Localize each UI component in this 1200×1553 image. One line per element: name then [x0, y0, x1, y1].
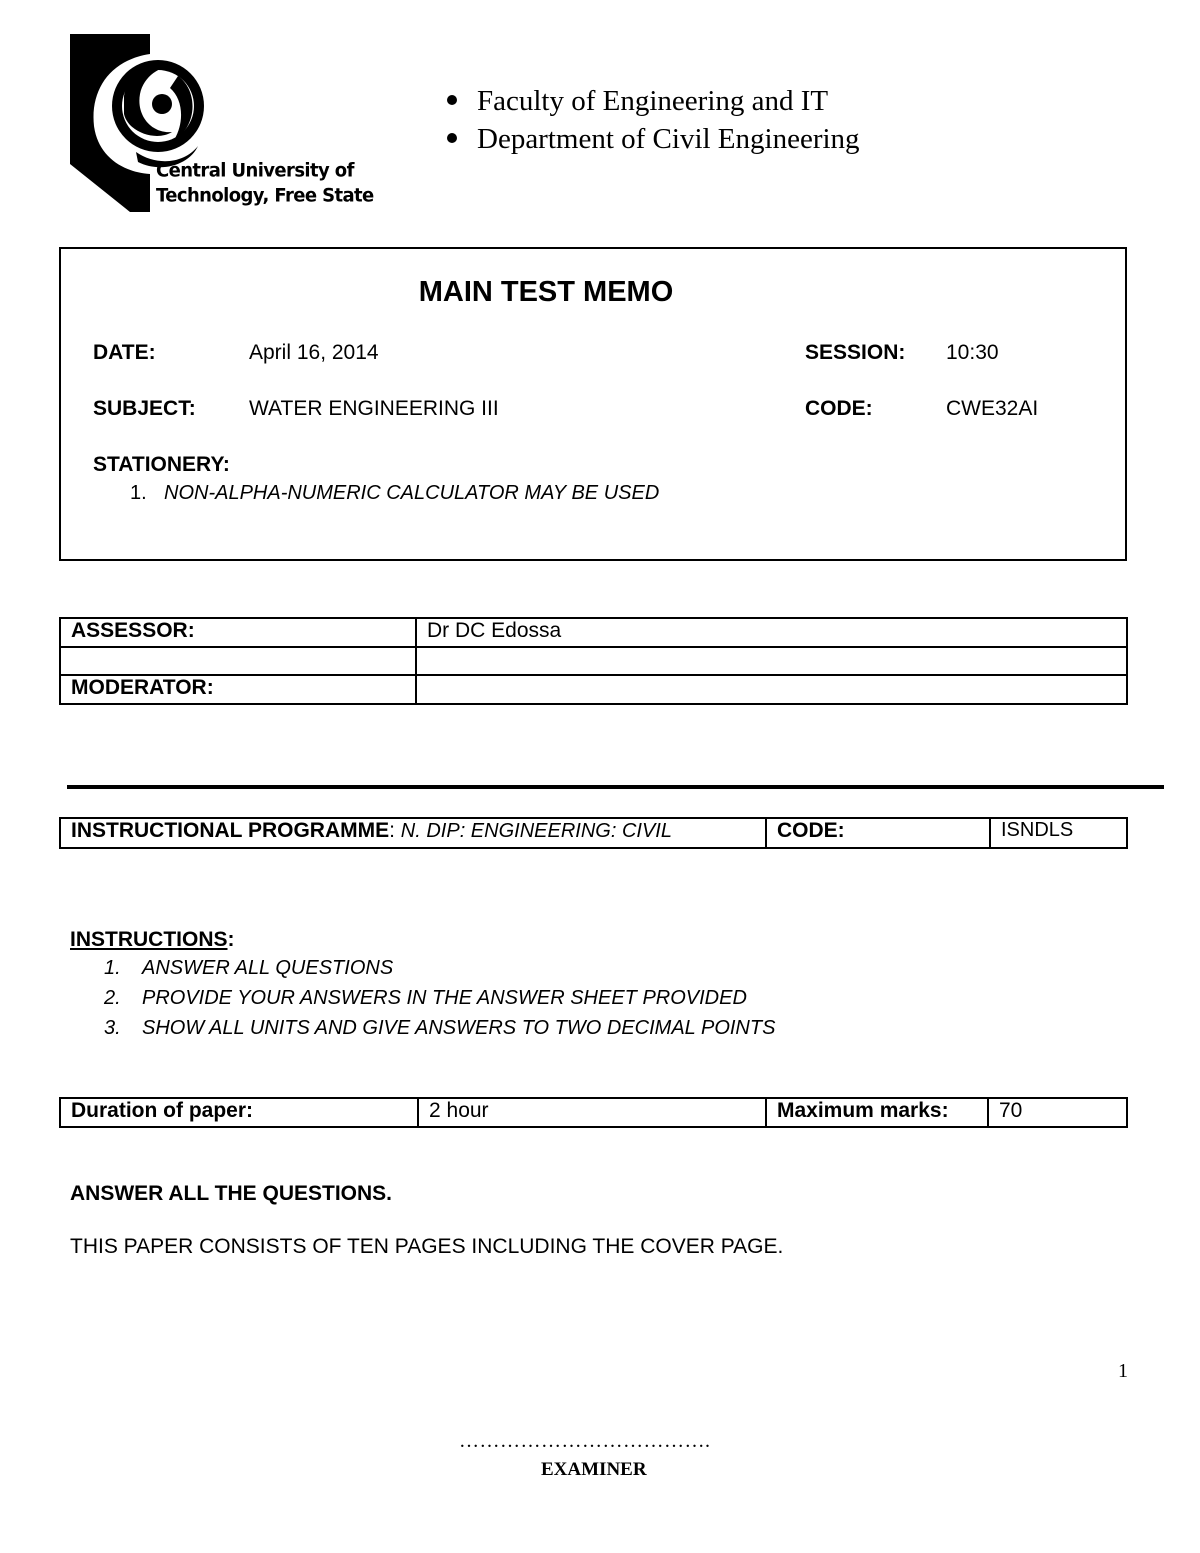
assessor-label: ASSESSOR:: [60, 618, 416, 647]
empty-cell: [416, 647, 1127, 675]
programme-value: N. DIP: ENGINEERING: CIVIL: [400, 820, 672, 842]
table-row: [60, 818, 1127, 848]
code-value: CWE32AI: [946, 397, 1039, 420]
logo-text-line-1: Central University of: [156, 159, 354, 182]
answer-all-heading: ANSWER ALL THE QUESTIONS.: [70, 1182, 393, 1205]
stationery-label: STATIONERY:: [93, 453, 230, 476]
faculty-item: Faculty of Engineering and IT: [440, 82, 860, 120]
duration-value: 2 hour: [418, 1098, 766, 1127]
assessor-table: [59, 617, 1128, 705]
subject-value: WATER ENGINEERING III: [249, 397, 499, 420]
moderator-label: MODERATOR:: [60, 675, 416, 704]
list-item: 3. SHOW ALL UNITS AND GIVE ANSWERS TO TWO DECIMAL POINTS: [104, 1017, 776, 1039]
bullet-icon: [447, 95, 457, 105]
signature-line: ……………………………….: [459, 1430, 711, 1452]
memo-title: MAIN TEST MEMO: [418, 276, 674, 308]
programme-table: [59, 817, 1128, 849]
max-marks-value: 70: [988, 1098, 1127, 1127]
stationery-item-number: 1.: [130, 482, 147, 504]
list-item: 1. ANSWER ALL QUESTIONS: [104, 957, 394, 979]
session-value: 10:30: [946, 341, 999, 364]
table-row: [60, 618, 1127, 647]
instructions-list: [104, 954, 775, 1044]
duration-table: [59, 1097, 1128, 1128]
programme-cell: [60, 818, 766, 848]
programme-label: INSTRUCTIONAL PROGRAMME: [71, 819, 390, 842]
bullet-icon: [447, 133, 457, 143]
stationery-item-text: NON-ALPHA-NUMERIC CALCULATOR MAY BE USED: [164, 482, 660, 504]
table-row: [60, 675, 1127, 704]
assessor-value: Dr DC Edossa: [416, 618, 1127, 647]
date-value: April 16, 2014: [249, 341, 379, 364]
logo-text-line-2: Technology, Free State: [156, 184, 374, 207]
table-row: [60, 647, 1127, 675]
department-item: Department of Civil Engineering: [440, 120, 860, 158]
list-item: 2. PROVIDE YOUR ANSWERS IN THE ANSWER SHEET PROVIDED: [104, 987, 747, 1009]
section-divider: [67, 785, 1164, 789]
page-number: 1: [1118, 1360, 1128, 1382]
max-marks-label: Maximum marks:: [766, 1098, 988, 1127]
faculty-list: [440, 82, 860, 158]
programme-code-value: ISNDLS: [990, 818, 1127, 848]
date-label: DATE:: [93, 341, 156, 364]
session-label: SESSION:: [805, 341, 906, 364]
empty-cell: [60, 647, 416, 675]
moderator-value: [416, 675, 1127, 704]
page-count-note: THIS PAPER CONSISTS OF TEN PAGES INCLUDING THE COVER PAGE.: [70, 1235, 784, 1258]
table-row: [60, 1098, 1127, 1127]
instructions-heading: INSTRUCTIONS:: [70, 928, 235, 951]
subject-label: SUBJECT:: [93, 397, 196, 420]
university-logo: [66, 34, 374, 214]
duration-label: Duration of paper:: [60, 1098, 418, 1127]
programme-code-label: CODE:: [766, 818, 990, 848]
examiner-label: EXAMINER: [541, 1459, 647, 1480]
programme-colon: :: [389, 819, 395, 842]
code-label: CODE:: [805, 397, 873, 420]
